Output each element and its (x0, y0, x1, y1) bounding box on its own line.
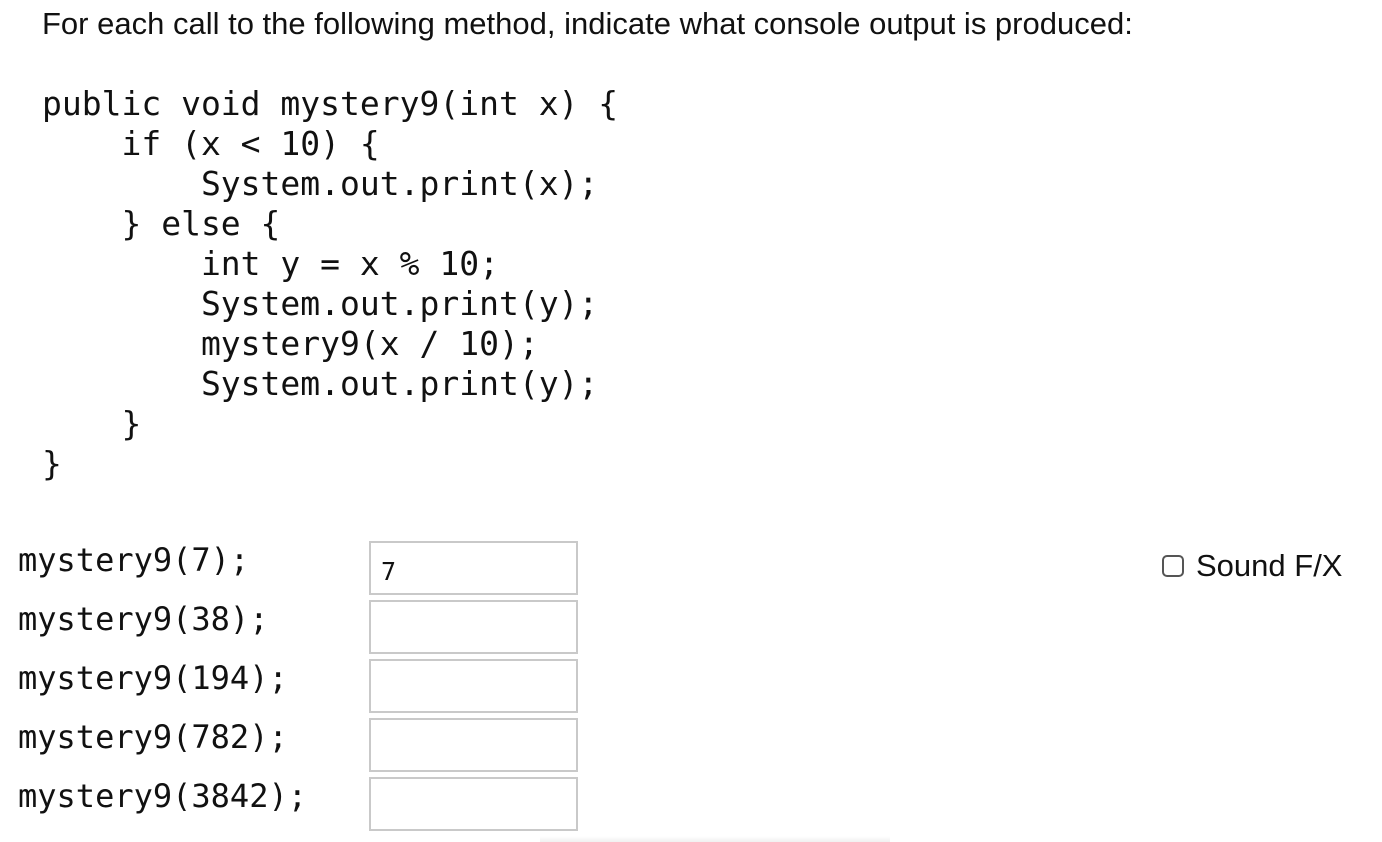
call-label: mystery9(7); (18, 541, 250, 579)
sound-fx-label: Sound F/X (1196, 548, 1343, 583)
code-line: int y = x % 10; (42, 244, 499, 283)
call-label: mystery9(194); (18, 659, 288, 697)
code-line: System.out.print(x); (42, 164, 599, 203)
code-line: } else { (42, 204, 281, 243)
call-label: mystery9(38); (18, 600, 269, 638)
sound-fx-toggle[interactable] (1162, 548, 1342, 584)
problem-prompt: For each call to the following method, indicate what console output is produced: (42, 6, 1133, 41)
code-line: mystery9(x / 10); (42, 324, 539, 363)
code-block (42, 84, 618, 484)
answer-input[interactable] (369, 541, 578, 595)
call-row (18, 718, 588, 777)
code-line: System.out.print(y); (42, 284, 599, 323)
answer-input[interactable] (369, 718, 578, 772)
code-line: public void mystery9(int x) { (42, 84, 619, 123)
sound-fx-checkbox[interactable] (1162, 555, 1184, 577)
code-line: System.out.print(y); (42, 364, 599, 403)
call-row (18, 777, 588, 836)
answer-input[interactable] (369, 600, 578, 654)
answer-input[interactable] (369, 777, 578, 831)
call-list (18, 541, 588, 836)
call-row (18, 541, 588, 600)
bottom-edge-shadow (540, 836, 890, 842)
code-line: } (42, 444, 62, 483)
call-row (18, 659, 588, 718)
code-line: if (x < 10) { (42, 124, 380, 163)
code-line: } (42, 404, 142, 443)
call-row (18, 600, 588, 659)
call-label: mystery9(3842); (18, 777, 307, 815)
call-label: mystery9(782); (18, 718, 288, 756)
answer-input[interactable] (369, 659, 578, 713)
